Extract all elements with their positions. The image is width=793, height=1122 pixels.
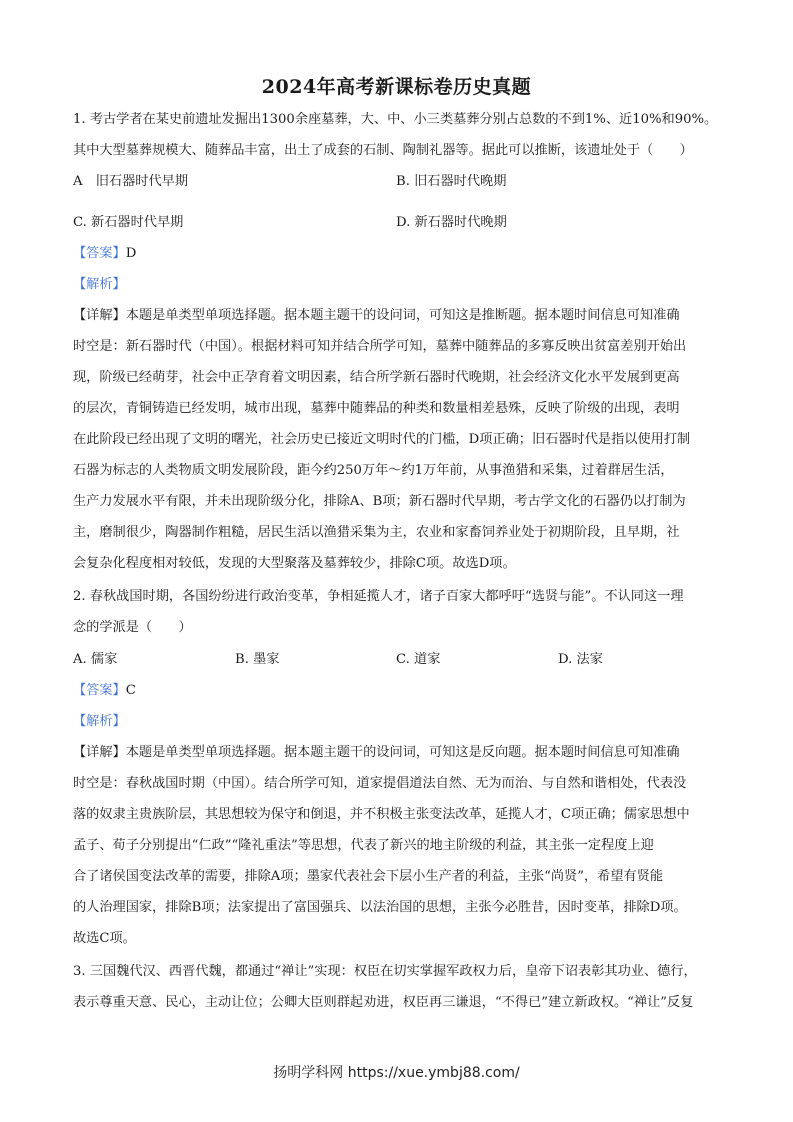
q1-detail-tag: 【详解】: [73, 308, 126, 323]
q2-analysis-row: [73, 713, 733, 731]
q2-answer-value: C: [125, 683, 136, 698]
q1-detail-line-3: 现，阶级已经萌芽，社会中正孕育着文明因素，结合所学新石器时代晚期，社会经济文化水平发展到更高: [73, 370, 680, 385]
q2-detail-tag: 【详解】: [73, 745, 126, 760]
q1-option-b: B. 旧石器时代晚期: [396, 174, 507, 189]
page-title: 2024年高考新课标卷历史真题: [261, 76, 532, 98]
q1-answer-row: [73, 245, 733, 263]
q2-detail-line-3: 落的奴隶主贵族阶层，其思想较为保守和倒退，并不积极主张变法改革，延揽人才，C项正确；儒家思想中: [73, 807, 690, 822]
q1-stem-line-2: 其中大型墓葬规模大、随葬品丰富，出土了成套的石制、陶制礼器等。据此可以推断，该遗址处于（ ）: [73, 143, 693, 158]
footer-watermark: 扬明学科网 https://xue.ymbj88.com/: [273, 1065, 520, 1081]
q1-detail-line-6: 石器为标志的人类物质文明发展阶段，距今约250万年～约1万年前，从事渔猎和采集，过着群居生活，: [73, 463, 674, 478]
q2-answer-tag: 【答案】: [73, 683, 126, 698]
q1-option-a: A 旧石器时代早期: [73, 174, 189, 189]
q2-detail-line-6: 的人治理国家，排除B项；法家提出了富国强兵、以法治国的思想，主张今必胜昔，因时变革，排除D项。: [73, 900, 687, 915]
q1-detail-line-9: 会复杂化程度相对较低，发现的大型聚落及墓葬较少，排除C项。故选D项。: [73, 556, 516, 571]
q1-detail-line-1: [73, 307, 733, 325]
q2-option-a: A. 儒家: [73, 652, 118, 667]
q2-detail-line-5: 合了诸侯国变法改革的需要，排除A项；墨家代表社会下层小生产者的利益，主张“尚贤”，希望有贤能: [73, 869, 664, 884]
q1-detail-line-4: 的层次，青铜铸造已经发明，城市出现，墓葬中随葬品的种类和数量相差悬殊，反映了阶级的出现，表明: [73, 401, 680, 416]
q2-option-c: C. 道家: [396, 652, 441, 667]
q2-option-d: D. 法家: [558, 652, 603, 667]
q1-stem-line-1: 1. 考古学者在某史前遗址发掘出1300余座墓葬，大、中、小三类墓葬分别占总数的不到1%、近10%和90%。: [73, 112, 718, 127]
q2-answer-row: [73, 682, 733, 700]
q2-detail-line-7: 故选C项。: [73, 931, 136, 946]
q2-option-b: B. 墨家: [235, 652, 280, 667]
q1-option-d: D. 新石器时代晚期: [396, 215, 507, 230]
q1-detail-line-2: 时空是：新石器时代（中国）。根据材料可知并结合所学可知，墓葬中随葬品的多寡反映出贫富差别开始出: [73, 339, 687, 354]
q1-detail-line-8: 主，磨制很少，陶器制作粗糙，居民生活以渔猎采集为主，农业和家畜饲养业处于初期阶段，且早期，社: [73, 525, 680, 540]
q1-option-c: C. 新石器时代早期: [73, 215, 184, 230]
q1-analysis-tag: 【解析】: [73, 277, 126, 292]
q2-detail-text-1: 本题是单类型单项选择题。据本题主题干的设问词，可知这是反向题。据本题时间信息可知准确: [125, 745, 680, 760]
q2-detail-line-4: 孟子、荀子分别提出“仁政”“隆礼重法”等思想，代表了新兴的地主阶级的利益，其主张一定程度上迎: [73, 838, 654, 853]
q2-stem-line-1: 2. 春秋战国时期，各国纷纷进行政治变革，争相延揽人才，诸子百家大都呼吁“选贤与能”。不认同这一理: [73, 589, 684, 604]
q2-analysis-tag: 【解析】: [73, 714, 126, 729]
q3-stem-line-2: 表示尊重天意、民心，主动让位；公卿大臣则群起劝进，权臣再三谦退，“不得已”建立新政权。“禅让”反复: [73, 995, 694, 1010]
q1-detail-line-7: 生产力发展水平有限，并未出现阶级分化，排除A、B项；新石器时代早期，考古学文化的石器仍以打制为: [73, 494, 686, 509]
q2-detail-line-1: [73, 744, 733, 762]
q2-stem-line-2: 念的学派是（ ）: [73, 620, 192, 635]
q3-stem-line-1: 3. 三国魏代汉、西晋代魏，都通过“禅让”实现：权臣在切实掌握军政权力后，皇帝下诏表彰其功业、德行，: [73, 964, 697, 979]
q1-detail-line-5: 在此阶段已经出现了文明的曙光，社会历史已接近文明时代的门槛，D项正确；旧石器时代是指以使用打制: [73, 432, 691, 447]
q2-detail-line-2: 时空是：春秋战国时期（中国）。结合所学可知，道家提倡道法自然、无为而治、与自然和谐相处，代表没: [73, 776, 687, 791]
q1-answer-value: D: [125, 246, 137, 261]
q1-answer-tag: 【答案】: [73, 246, 126, 261]
q1-detail-text-1: 本题是单类型单项选择题。据本题主题干的设问词，可知这是推断题。据本题时间信息可知准确: [125, 308, 680, 323]
q1-analysis-row: [73, 276, 733, 294]
